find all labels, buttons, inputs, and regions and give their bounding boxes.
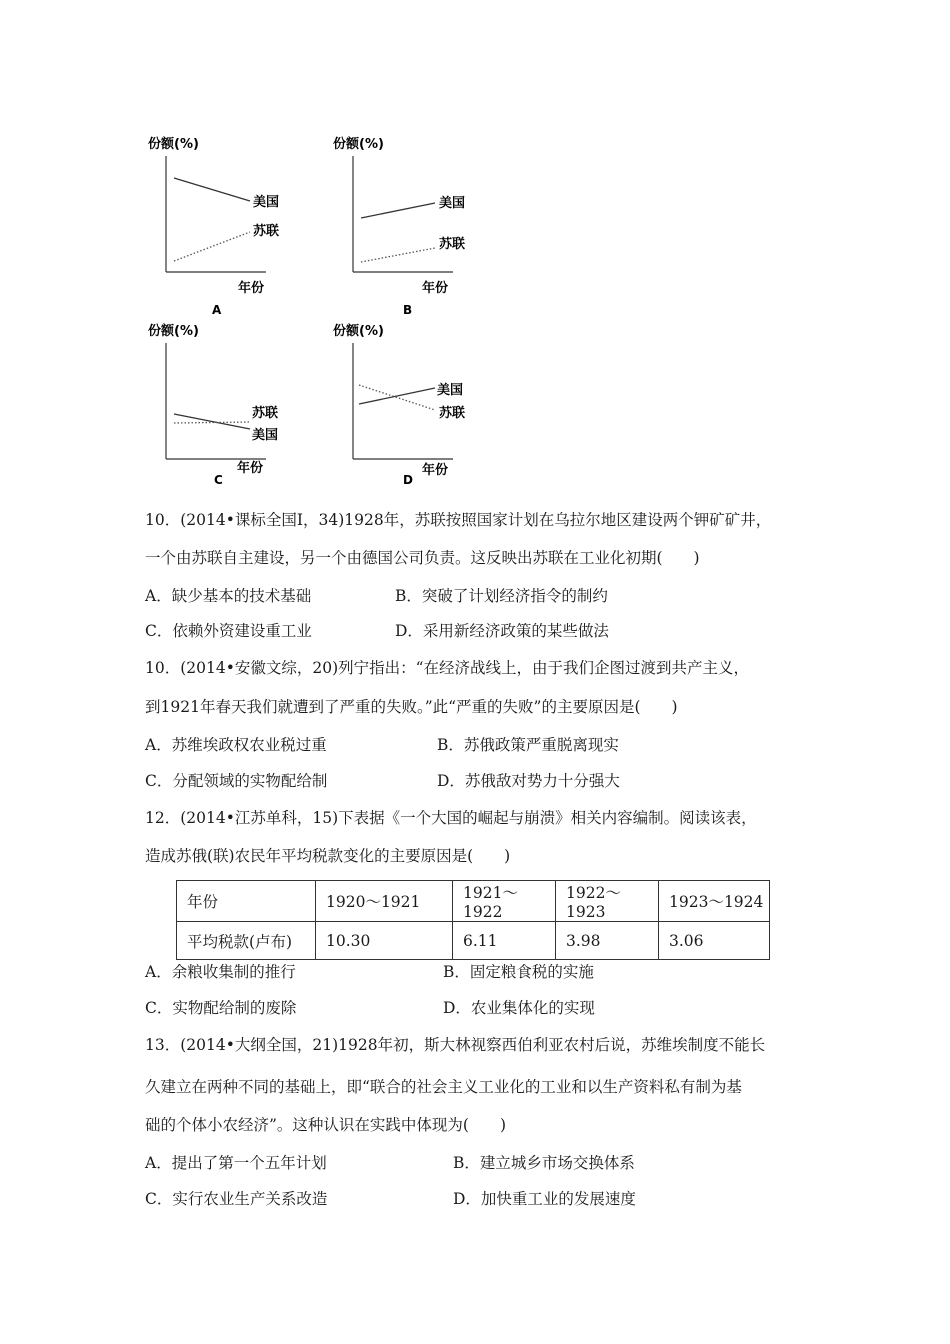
table-row	[177, 922, 770, 960]
question-10b-option-a: A．苏维埃政权农业税过重	[145, 736, 327, 754]
question-13-option-c: C．实行农业生产关系改造	[145, 1190, 328, 1208]
chart-c-xlabel: 年份	[237, 461, 264, 476]
chart-d-svg	[333, 321, 493, 491]
question-10a-line-1: 10．(2014•课标全国Ⅰ，34)1928年，苏联按照国家计划在乌拉尔地区建设两个钾矿矿井，	[145, 511, 772, 529]
question-10b-line-1: 10．(2014•安徽文综，20)列宁指出：“在经济战线上，由于我们企图过渡到共产主义，	[145, 659, 750, 677]
chart-d-xlabel: 年份	[422, 463, 449, 478]
table-cell: 1921～1922	[453, 881, 556, 922]
chart-a	[148, 134, 308, 318]
chart-d-caption: D	[403, 473, 413, 487]
chart-a-ussr-line	[174, 232, 250, 261]
chart-d-us-line	[359, 388, 435, 404]
question-12-line-2: 造成苏俄(联)农民年平均税款变化的主要原因是( )	[145, 847, 511, 865]
chart-a-ylabel: 份额(%)	[148, 137, 199, 152]
chart-b-us-line	[361, 203, 435, 218]
question-12-option-c: C．实物配给制的废除	[145, 999, 297, 1017]
chart-b	[333, 134, 493, 318]
chart-a-us-line	[174, 178, 250, 201]
chart-d-ussr-line	[359, 385, 435, 410]
question-10a-option-d: D．采用新经济政策的某些做法	[395, 622, 609, 640]
table-cell: 3.98	[556, 922, 659, 960]
question-13-option-b: B．建立城乡市场交换体系	[453, 1154, 635, 1172]
chart-b-ylabel: 份额(%)	[333, 137, 384, 152]
question-10a-line-2: 一个由苏联自主建设，另一个由德国公司负责。这反映出苏联在工业化初期( )	[145, 549, 700, 567]
table-cell: 年份	[177, 881, 316, 922]
question-13-line-1: 13．(2014•大纲全国，21)1928年初，斯大林视察西伯利亚农村后说，苏维埃制度不能长	[145, 1036, 766, 1054]
question-13-line-2: 久建立在两种不同的基础上，即“联合的社会主义工业化的工业和以生产资料私有制为基	[145, 1078, 742, 1096]
chart-a-us-label: 美国	[253, 195, 280, 210]
chart-b-ussr-label: 苏联	[439, 237, 466, 252]
table-cell: 3.06	[659, 922, 770, 960]
question-12-option-b: B．固定粮食税的实施	[443, 963, 594, 981]
table-cell: 1923～1924	[659, 881, 770, 922]
chart-b-ussr-line	[361, 248, 435, 262]
chart-c-us-line	[174, 414, 250, 429]
table-cell: 6.11	[453, 922, 556, 960]
question-13-option-a: A．提出了第一个五年计划	[145, 1154, 327, 1172]
question-12-option-a: A．余粮收集制的推行	[145, 963, 296, 981]
chart-b-us-label: 美国	[439, 196, 466, 211]
table-cell: 10.30	[316, 922, 453, 960]
table-header-row	[177, 881, 770, 922]
question-10b-line-2: 到1921年春天我们就遭到了严重的失败。”此“严重的失败”的主要原因是( )	[145, 698, 678, 716]
chart-a-xlabel: 年份	[238, 281, 265, 296]
question-10a-option-c: C．依赖外资建设重工业	[145, 622, 312, 640]
table-cell: 平均税款(卢布)	[177, 922, 316, 960]
chart-c-caption: C	[214, 473, 223, 487]
table-cell: 1922～1923	[556, 881, 659, 922]
question-13-option-d: D．加快重工业的发展速度	[453, 1190, 636, 1208]
chart-d	[333, 321, 493, 495]
chart-c	[148, 321, 308, 495]
chart-b-caption: B	[403, 303, 413, 317]
question-10b-option-d: D．苏俄敌对势力十分强大	[437, 772, 620, 790]
question-13-line-3: 础的个体小农经济”。这种认识在实践中体现为( )	[145, 1116, 507, 1134]
chart-c-ylabel: 份额(%)	[148, 324, 199, 339]
question-10a-option-a: A．缺少基本的技术基础	[145, 587, 312, 605]
question-10a-option-b: B．突破了计划经济指令的制约	[395, 587, 608, 605]
chart-a-ussr-label: 苏联	[253, 224, 280, 239]
question-10b-option-c: C．分配领域的实物配给制	[145, 772, 328, 790]
table-cell: 1920～1921	[316, 881, 453, 922]
chart-d-ussr-label: 苏联	[439, 406, 466, 421]
chart-b-xlabel: 年份	[422, 281, 449, 296]
chart-d-ylabel: 份额(%)	[333, 324, 384, 339]
chart-d-us-label: 美国	[437, 383, 464, 398]
question-12-option-d: D．农业集体化的实现	[443, 999, 595, 1017]
chart-b-svg	[333, 134, 493, 317]
tax-table	[176, 880, 770, 960]
chart-c-svg	[148, 321, 308, 491]
question-10b-option-b: B．苏俄政策严重脱离现实	[437, 736, 619, 754]
chart-c-ussr-label: 苏联	[252, 406, 279, 421]
chart-a-caption: A	[212, 303, 222, 317]
chart-c-us-label: 美国	[252, 428, 279, 443]
chart-a-svg	[148, 134, 308, 317]
question-12-line-1: 12．(2014•江苏单科，15)下表据《一个大国的崛起与崩溃》相关内容编制。阅读该表，	[145, 809, 757, 827]
